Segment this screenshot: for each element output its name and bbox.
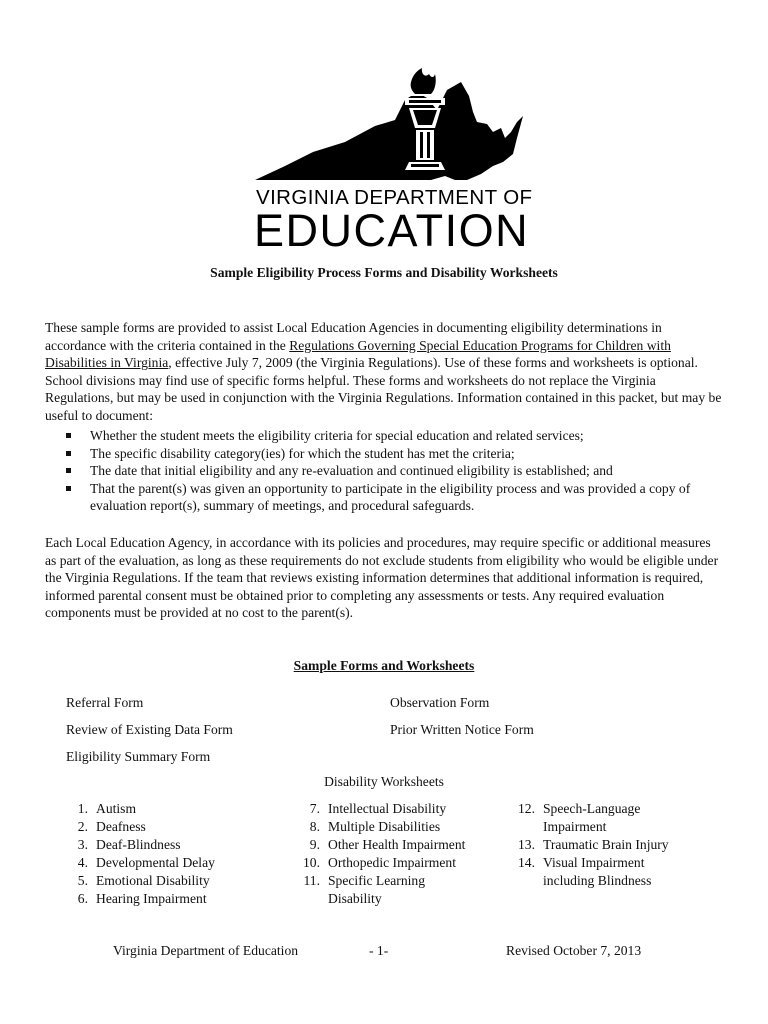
intro-paragraph: [45, 319, 725, 425]
prior-written-notice-form-link[interactable]: Prior Written Notice Form: [390, 722, 534, 737]
worksheets-title: Disability Worksheets: [324, 774, 444, 789]
worksheet-number: 2.: [77, 819, 88, 834]
worksheet-number: 10.: [303, 855, 320, 870]
worksheet-label: Orthopedic Impairment: [328, 855, 456, 870]
worksheet-number: 6.: [77, 891, 88, 906]
bullet-text: Whether the student meets the eligibility criteria for special education and related services;: [90, 428, 584, 443]
worksheet-item[interactable]: [66, 890, 215, 908]
forms-section-title: Sample Forms and Worksheets: [293, 658, 475, 673]
org-name-line2-text: EDUCATION: [254, 205, 530, 256]
bullet-square-icon: [66, 486, 71, 491]
worksheet-number: 14.: [518, 855, 535, 870]
document-title: Sample Eligibility Process Forms and Disability Worksheets: [210, 265, 558, 280]
bullet-item: [66, 462, 726, 480]
worksheet-item[interactable]: [292, 854, 465, 872]
worksheet-label: Impairment: [543, 819, 607, 834]
worksheet-item[interactable]: [507, 800, 669, 818]
worksheet-item-continued: [507, 872, 669, 890]
worksheet-label: Developmental Delay: [96, 855, 215, 870]
referral-form-link[interactable]: Referral Form: [66, 695, 144, 710]
worksheet-number: 13.: [518, 837, 535, 852]
worksheet-label: Autism: [96, 801, 137, 816]
worksheet-number: 4.: [77, 855, 88, 870]
org-name-line2: [254, 201, 529, 261]
worksheet-label: Hearing Impairment: [96, 891, 207, 906]
footer-page-number: - 1-: [369, 943, 389, 958]
worksheet-label: Traumatic Brain Injury: [543, 837, 669, 852]
worksheet-number: 12.: [518, 801, 535, 816]
worksheet-number: 3.: [77, 837, 88, 852]
bullet-square-icon: [66, 433, 71, 438]
worksheet-number: [507, 872, 535, 890]
worksheet-number: 11.: [303, 873, 320, 888]
worksheets-column-3: [507, 800, 669, 890]
worksheet-number: [292, 890, 320, 908]
worksheet-number: 7.: [309, 801, 320, 816]
worksheet-item[interactable]: [507, 854, 669, 872]
bullet-item: [66, 480, 726, 515]
worksheet-item[interactable]: [66, 836, 215, 854]
worksheet-label: Visual Impairment: [543, 855, 645, 870]
worksheet-number: 8.: [309, 819, 320, 834]
worksheet-label: Multiple Disabilities: [328, 819, 441, 834]
worksheet-number: 9.: [309, 837, 320, 852]
worksheets-column-1: [66, 800, 215, 908]
bullet-item: [66, 427, 726, 445]
bullet-text: The date that initial eligibility and any re-evaluation and continued eligibility is established; and: [90, 463, 613, 479]
worksheet-item[interactable]: [66, 818, 215, 836]
worksheet-label: Deafness: [96, 819, 146, 834]
regulations-link[interactable]: Regulations Governing Special Education Programs for Children with Disabilities in Virginia: [45, 337, 671, 371]
worksheet-item[interactable]: [292, 872, 465, 890]
worksheets-column-2: [292, 800, 465, 908]
worksheet-label: Specific Learning: [328, 873, 426, 888]
worksheet-number: [507, 818, 535, 836]
worksheet-label: including Blindness: [543, 873, 652, 888]
org-name-line1-text: VIRGINIA DEPARTMENT OF: [256, 186, 533, 209]
bullet-item: [66, 445, 726, 463]
virginia-torch-logo-icon: [255, 62, 525, 187]
worksheet-item[interactable]: [292, 800, 465, 818]
worksheet-item-continued: [292, 890, 465, 908]
worksheet-label: Other Health Impairment: [328, 837, 466, 852]
intro-text-part1: These sample forms are provided to assist Local Education Agencies in documenting eligibility determinations in accordance with the criteria contained in the: [45, 320, 662, 353]
worksheet-label: Disability: [328, 891, 382, 906]
worksheet-label: Emotional Disability: [96, 873, 210, 888]
worksheet-label: Speech-Language: [543, 801, 641, 816]
document-bullet-list: [66, 427, 726, 515]
worksheet-item[interactable]: [292, 836, 465, 854]
worksheet-item[interactable]: [66, 854, 215, 872]
worksheet-number: 5.: [77, 873, 88, 888]
worksheet-number: 1.: [77, 801, 88, 816]
worksheet-item[interactable]: [66, 872, 215, 890]
bullet-square-icon: [66, 451, 71, 456]
observation-form-link[interactable]: Observation Form: [390, 695, 490, 710]
footer-revised-date: Revised October 7, 2013: [506, 943, 642, 958]
worksheet-item-continued: [507, 818, 669, 836]
bullet-square-icon: [66, 468, 71, 473]
worksheet-item[interactable]: [292, 818, 465, 836]
bullet-text: The specific disability category(ies) for which the student has met the criteria;: [90, 445, 515, 461]
lea-paragraph: Each Local Education Agency, in accordance with its policies and procedures, may require specific or additional measures as part of the evaluation, as long as these requirements do not exclude students from eligibility who would be eligible under the Virginia Regulations. If the team that reviews existing information determines that additional information is required, informed parental consent must be obtained prior to completing any assessments or tests. Any required evaluation components must be provided at no cost to the parent(s).: [45, 535, 719, 621]
worksheet-label: Deaf-Blindness: [96, 837, 181, 852]
eligibility-summary-form-link[interactable]: Eligibility Summary Form: [66, 749, 211, 764]
bullet-text: That the parent(s) was given an opportunity to participate in the eligibility process and was provided a copy of evaluation report(s), summary of meetings, and procedural safeguards.: [90, 480, 691, 514]
intro-text-part2: , effective July 7, 2009 (the Virginia Regulations). Use of these forms and worksheets is optional. School divisions may find use of specific forms helpful. These forms and worksheets do not replace the Virginia Regulations, but may be used in conjunction with the Virginia Regulations. Information contained in this packet, but may be useful to document:: [45, 355, 722, 423]
footer-org: Virginia Department of Education: [113, 943, 299, 958]
worksheet-label: Intellectual Disability: [328, 801, 447, 816]
review-existing-data-form-link[interactable]: Review of Existing Data Form: [66, 722, 233, 737]
worksheet-item[interactable]: [66, 800, 215, 818]
worksheet-item[interactable]: [507, 836, 669, 854]
